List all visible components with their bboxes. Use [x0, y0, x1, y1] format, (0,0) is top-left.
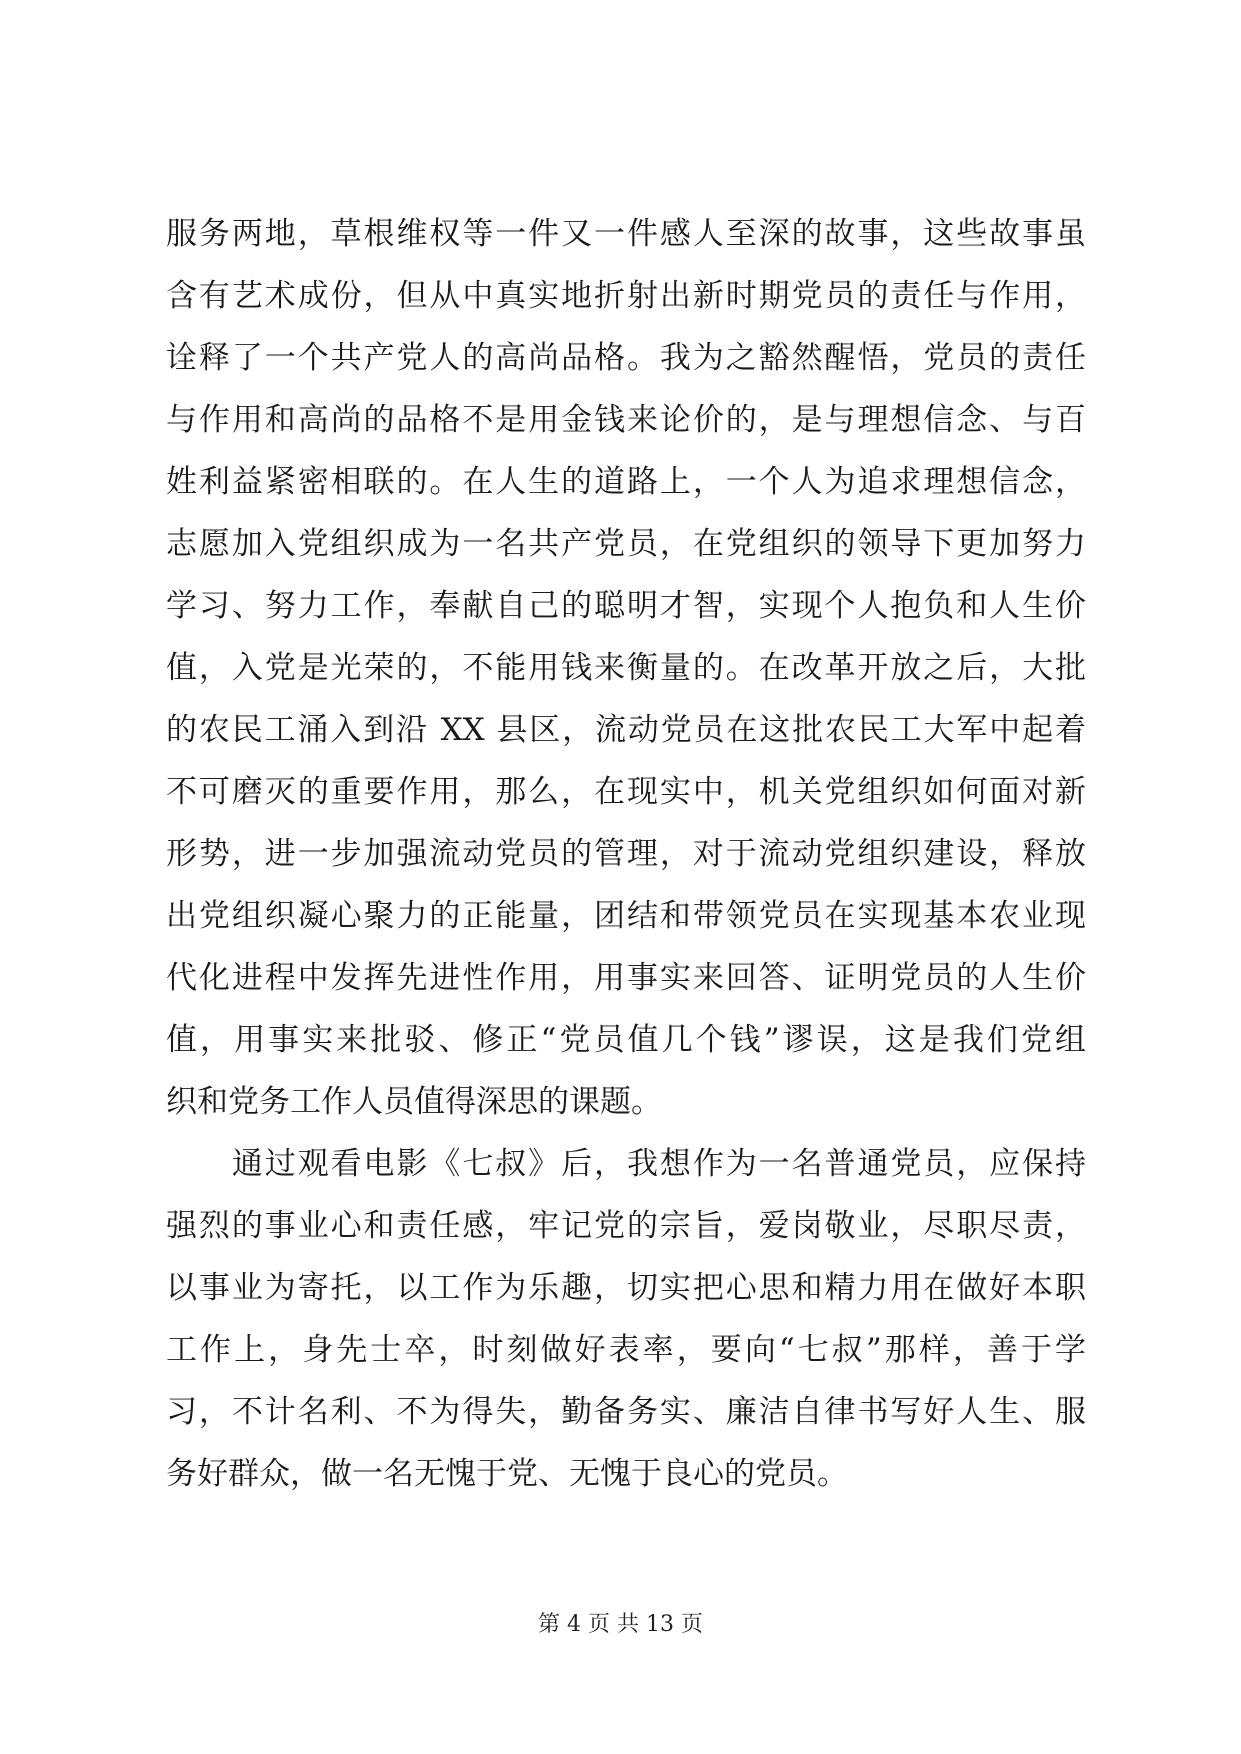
body-text-line: 织和党务工作人员值得深思的课题。	[166, 1084, 662, 1120]
body-text-line: 含有艺术成份，但从中真实地折射出新时期党员的责任与作用，	[166, 278, 1086, 314]
body-text-line: 的农民工涌入到沿 XX 县区，流动党员在这批农民工大军中起着	[166, 712, 1086, 748]
body-text-line: 出党组织凝心聚力的正能量，团结和带领党员在实现基本农业现	[166, 898, 1086, 934]
body-text-line: 代化进程中发挥先进性作用，用事实来回答、证明党员的人生价	[166, 960, 1086, 996]
body-text-line: 学习、努力工作，奉献自己的聪明才智，实现个人抱负和人生价	[166, 588, 1086, 624]
body-text-line: 形势，进一步加强流动党员的管理，对于流动党组织建设，释放	[166, 836, 1086, 872]
body-text-line: 值，入党是光荣的，不能用钱来衡量的。在改革开放之后，大批	[166, 650, 1086, 686]
body-text-line: 以事业为寄托，以工作为乐趣，切实把心思和精力用在做好本职	[166, 1270, 1086, 1306]
body-text-line: 习，不计名利、不为得失，勤备务实、廉洁自律书写好人生、服	[166, 1394, 1086, 1430]
body-text-line: 诠释了一个共产党人的高尚品格。我为之豁然醒悟，党员的责任	[166, 340, 1086, 376]
body-text-line: 务好群众，做一名无愧于党、无愧于良心的党员。	[166, 1456, 848, 1492]
page-number-footer: 第 4 页 共 13 页	[538, 1612, 703, 1637]
body-text-line: 通过观看电影《七叔》后，我想作为一名普通党员，应保持	[166, 1146, 1086, 1182]
body-text-line: 志愿加入党组织成为一名共产党员，在党组织的领导下更加努力	[166, 526, 1086, 562]
body-text-line: 值，用事实来批驳、修正“党员值几个钱”谬误，这是我们党组	[166, 1022, 1086, 1058]
body-text-line: 服务两地，草根维权等一件又一件感人至深的故事，这些故事虽	[166, 216, 1086, 252]
body-text-line: 不可磨灭的重要作用，那么，在现实中，机关党组织如何面对新	[166, 774, 1086, 810]
body-text-line: 工作上，身先士卒，时刻做好表率，要向“七叔”那样，善于学	[166, 1332, 1086, 1368]
body-text-line: 姓利益紧密相联的。在人生的道路上，一个人为追求理想信念，	[166, 464, 1086, 500]
body-text-line: 与作用和高尚的品格不是用金钱来论价的，是与理想信念、与百	[166, 402, 1086, 438]
body-text-line: 强烈的事业心和责任感，牢记党的宗旨，爱岗敬业，尽职尽责，	[166, 1208, 1086, 1244]
